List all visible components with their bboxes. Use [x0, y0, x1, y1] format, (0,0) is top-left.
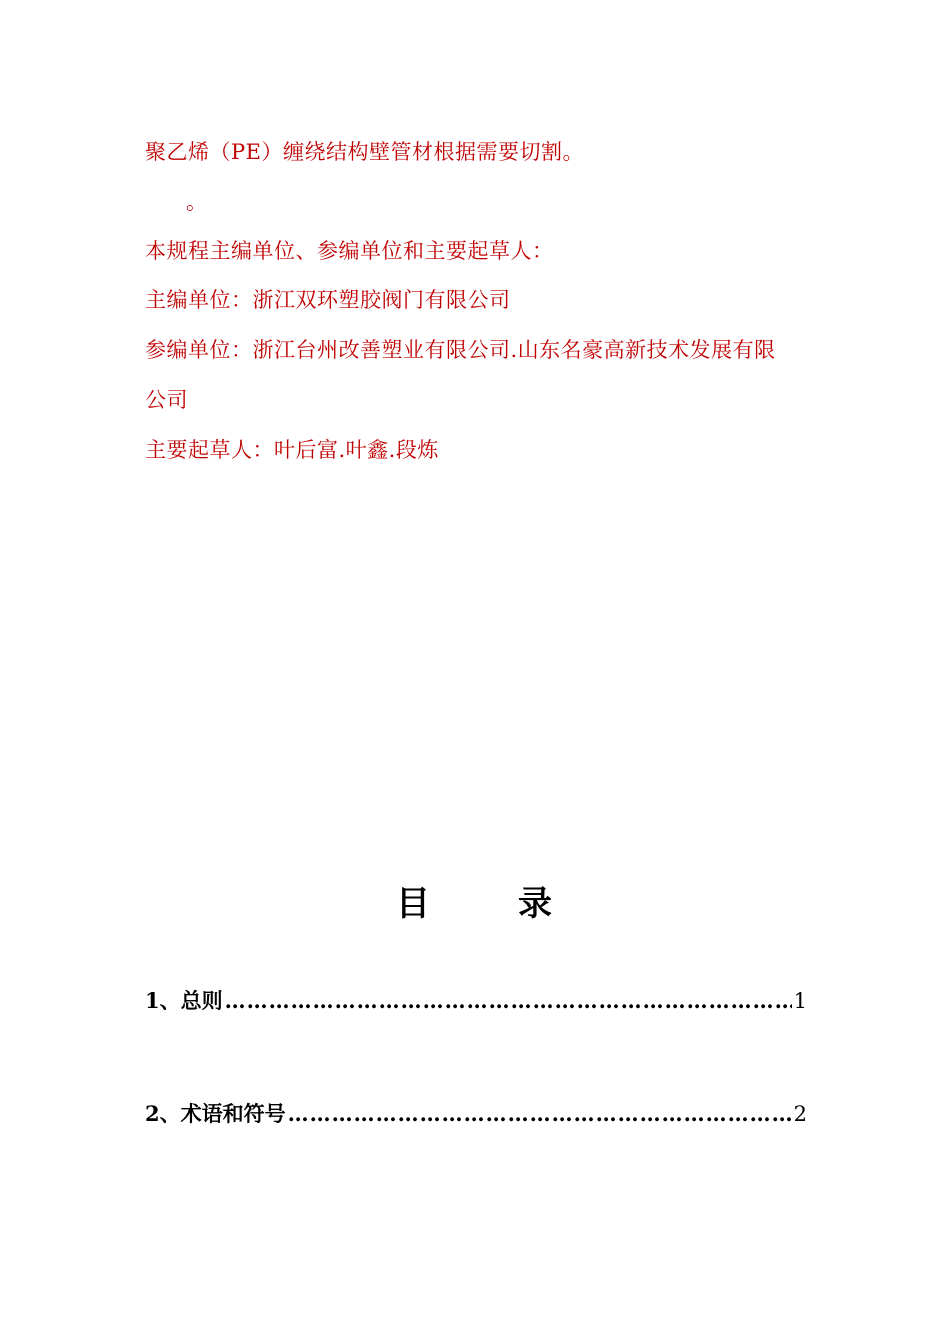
paragraph-main-drafters: 主要起草人：叶后富.叶鑫.段炼 — [145, 438, 439, 462]
paragraph-participating-units-cont: 公司 — [145, 388, 188, 412]
toc-leader-dots — [225, 988, 792, 1013]
toc-entry[interactable] — [145, 1098, 807, 1128]
paragraph-chief-editor-unit: 主编单位：浙江双环塑胶阀门有限公司 — [145, 288, 511, 312]
toc-leader-dots — [288, 1101, 792, 1126]
paragraph-units-intro: 本规程主编单位、参编单位和主要起草人： — [145, 239, 554, 263]
toc-entry[interactable] — [145, 985, 807, 1015]
toc-title-right: 录 — [518, 884, 554, 924]
paragraph-participating-units: 参编单位：浙江台州改善塑业有限公司.山东名豪高新技术发展有限 — [145, 338, 776, 362]
paragraph-cutting-note: 聚乙烯（PE）缠绕结构壁管材根据需要切割。 — [145, 140, 584, 164]
toc-entry-label: 2、术语和符号 — [145, 1101, 286, 1126]
paragraph-period: 。 — [186, 190, 208, 214]
toc-title-left: 目 — [396, 884, 432, 924]
toc-entry-page: 1 — [793, 989, 807, 1013]
toc-entry-page: 2 — [793, 1102, 807, 1126]
toc-entry-label: 1、总则 — [145, 988, 223, 1013]
toc-title — [0, 876, 950, 925]
